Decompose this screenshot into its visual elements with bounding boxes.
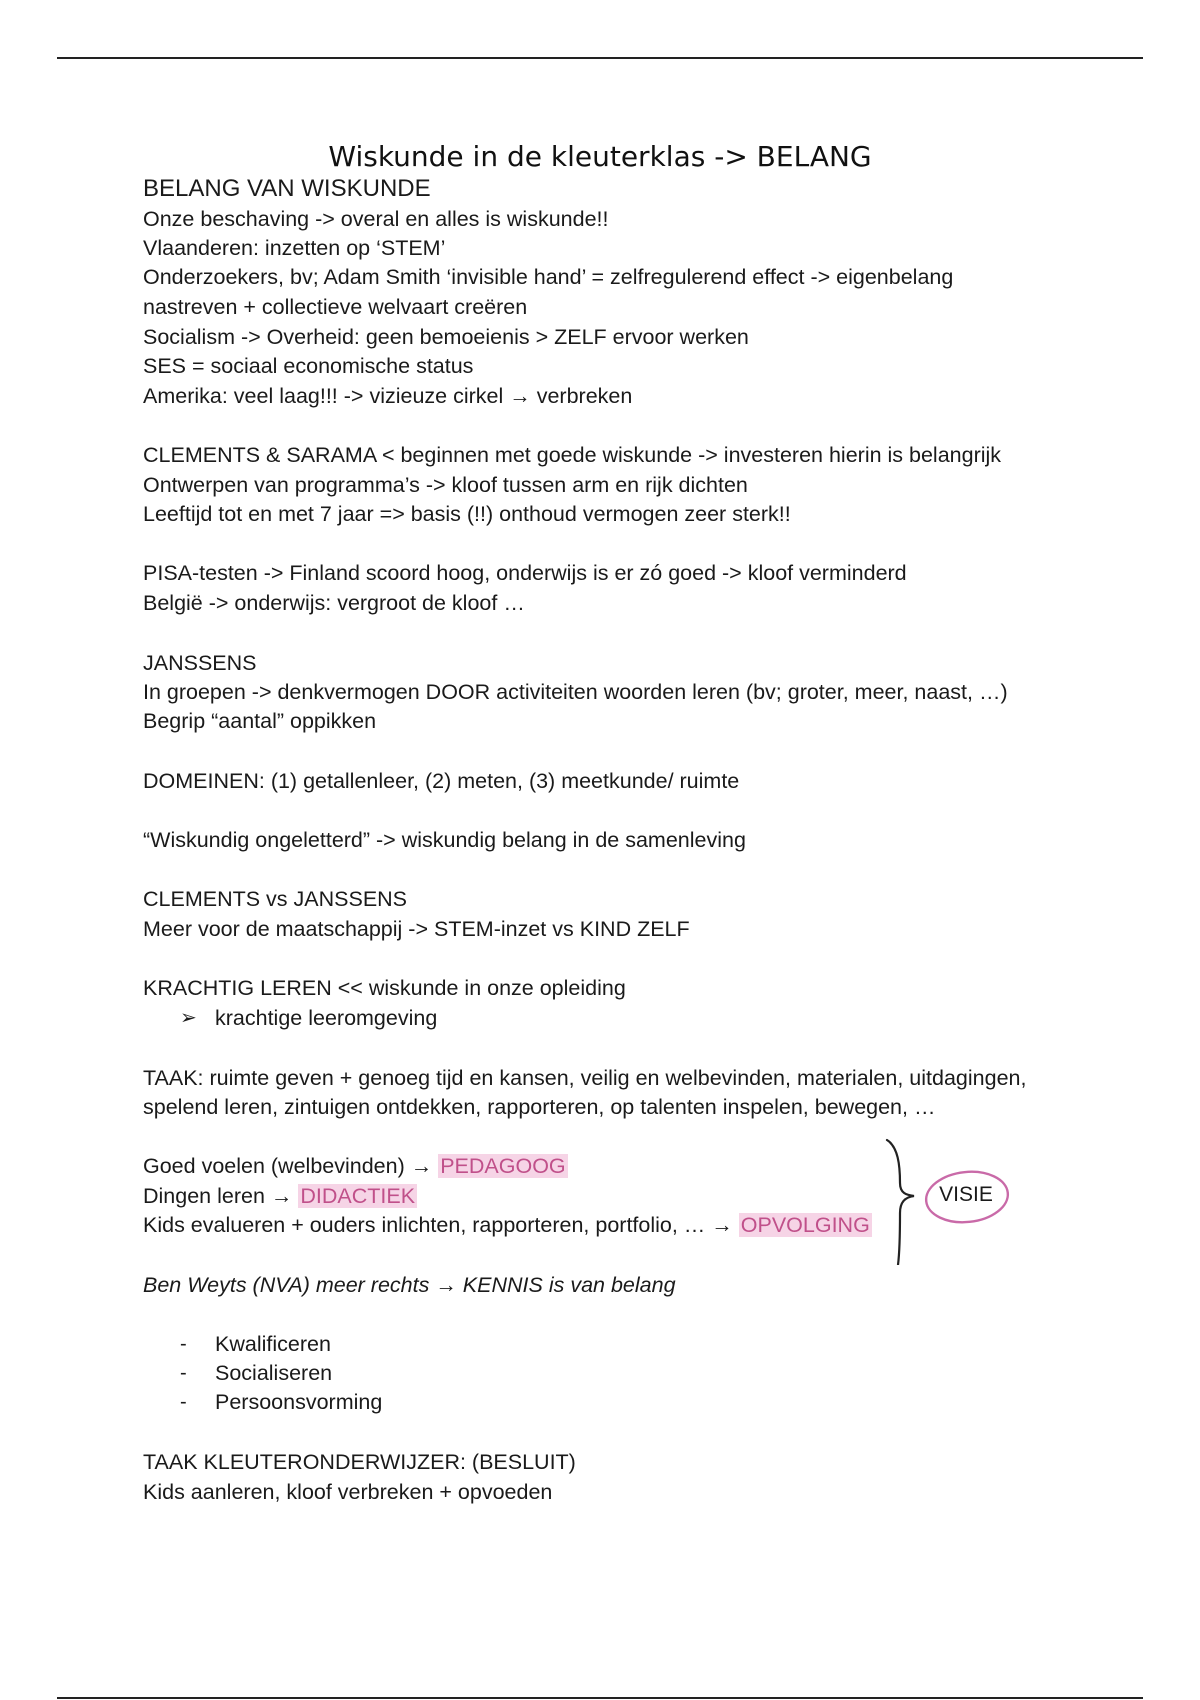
section-heading: BELANG VAN WISKUNDE [143,175,431,202]
visie-line-opvolging [143,1211,872,1239]
text-line: KRACHTIG LEREN << wiskunde in onze opleiding [143,976,626,1000]
text-line: PISA-testen -> Finland scoord hoog, onderwijs is er zó goed -> kloof verminderd [143,561,907,585]
text-line: België -> onderwijs: vergroot de kloof … [143,591,525,615]
text-line: Socialism -> Overheid: geen bemoeienis > ZELF ervoor werken [143,325,749,349]
visie-label: VISIE [939,1183,993,1206]
visie-line-text: Kids evalueren + ouders inlichten, rapporteren, portfolio, … → [143,1213,739,1237]
text-line: Amerika: veel laag!!! -> vizieuze cirkel → verbreken [143,384,633,408]
text-line: TAAK KLEUTERONDERWIJZER: (BESLUIT) [143,1450,576,1474]
text-line: Ontwerpen van programma’s -> kloof tussen arm en rijk dichten [143,473,748,497]
text-line: Meer voor de maatschappij -> STEM-inzet vs KIND ZELF [143,917,690,941]
bottom-rule [57,1697,1143,1699]
list-item: Kwalificeren [215,1332,331,1356]
visie-line-pedagoog [143,1152,568,1180]
document-title: Wiskunde in de kleuterklas -> BELANG [328,140,872,173]
highlight-opvolging: OPVOLGING [740,1213,870,1237]
text-line: Ben Weyts (NVA) meer rechts → KENNIS is van belang [143,1273,676,1297]
text-line: Onze beschaving -> overal en alles is wiskunde!! [143,207,609,231]
top-rule [57,57,1143,59]
bullet-item: krachtige leeromgeving [215,1006,438,1030]
text-line: “Wiskundig ongeletterd” -> wiskundig belang in de samenleving [143,828,746,852]
text-line: In groepen -> denkvermogen DOOR activiteiten woorden leren (bv; groter, meer, naast, …) [143,680,1008,704]
text-line: Onderzoekers, bv; Adam Smith ‘invisible hand’ = zelfregulerend effect -> eigenbelang [143,265,954,289]
dash-bullet: - [180,1391,187,1413]
text-line: nastreven + collectieve welvaart creëren [143,295,528,319]
dash-bullet: - [180,1362,187,1384]
dash-bullet: - [180,1333,187,1355]
text-line: DOMEINEN: (1) getallenleer, (2) meten, (3) meetkunde/ ruimte [143,769,740,793]
text-line: JANSSENS [143,651,257,675]
text-line: Vlaanderen: inzetten op ‘STEM’ [143,236,446,260]
text-line: CLEMENTS vs JANSSENS [143,887,408,911]
arrow-bullet-icon: ➢ [180,1007,197,1029]
text-line: Leeftijd tot en met 7 jaar => basis (!!) onthoud vermogen zeer sterk!! [143,502,791,526]
text-line: CLEMENTS & SARAMA < beginnen met goede wiskunde -> investeren hierin is belangrijk [143,443,1002,467]
curly-brace-icon [887,1140,914,1265]
text-line: spelend leren, zintuigen ontdekken, rapporteren, op talenten inspelen, bewegen, … [143,1095,936,1119]
list-item: Persoonsvorming [215,1390,383,1414]
visie-line-text: Goed voelen (welbevinden) → [143,1154,439,1178]
visie-line-didactiek [143,1182,417,1210]
highlight-didactiek: DIDACTIEK [300,1184,416,1208]
list-item: Socialiseren [215,1361,333,1385]
highlight-pedagoog: PEDAGOOG [440,1154,566,1178]
text-line: TAAK: ruimte geven + genoeg tijd en kansen, veilig en welbevinden, materialen, uitdagingen, [143,1066,1027,1090]
text-line: SES = sociaal economische status [143,354,474,378]
visie-line-text: Dingen leren → [143,1184,299,1208]
text-line: Kids aanleren, kloof verbreken + opvoeden [143,1480,553,1504]
text-line: Begrip “aantal” oppikken [143,709,377,733]
